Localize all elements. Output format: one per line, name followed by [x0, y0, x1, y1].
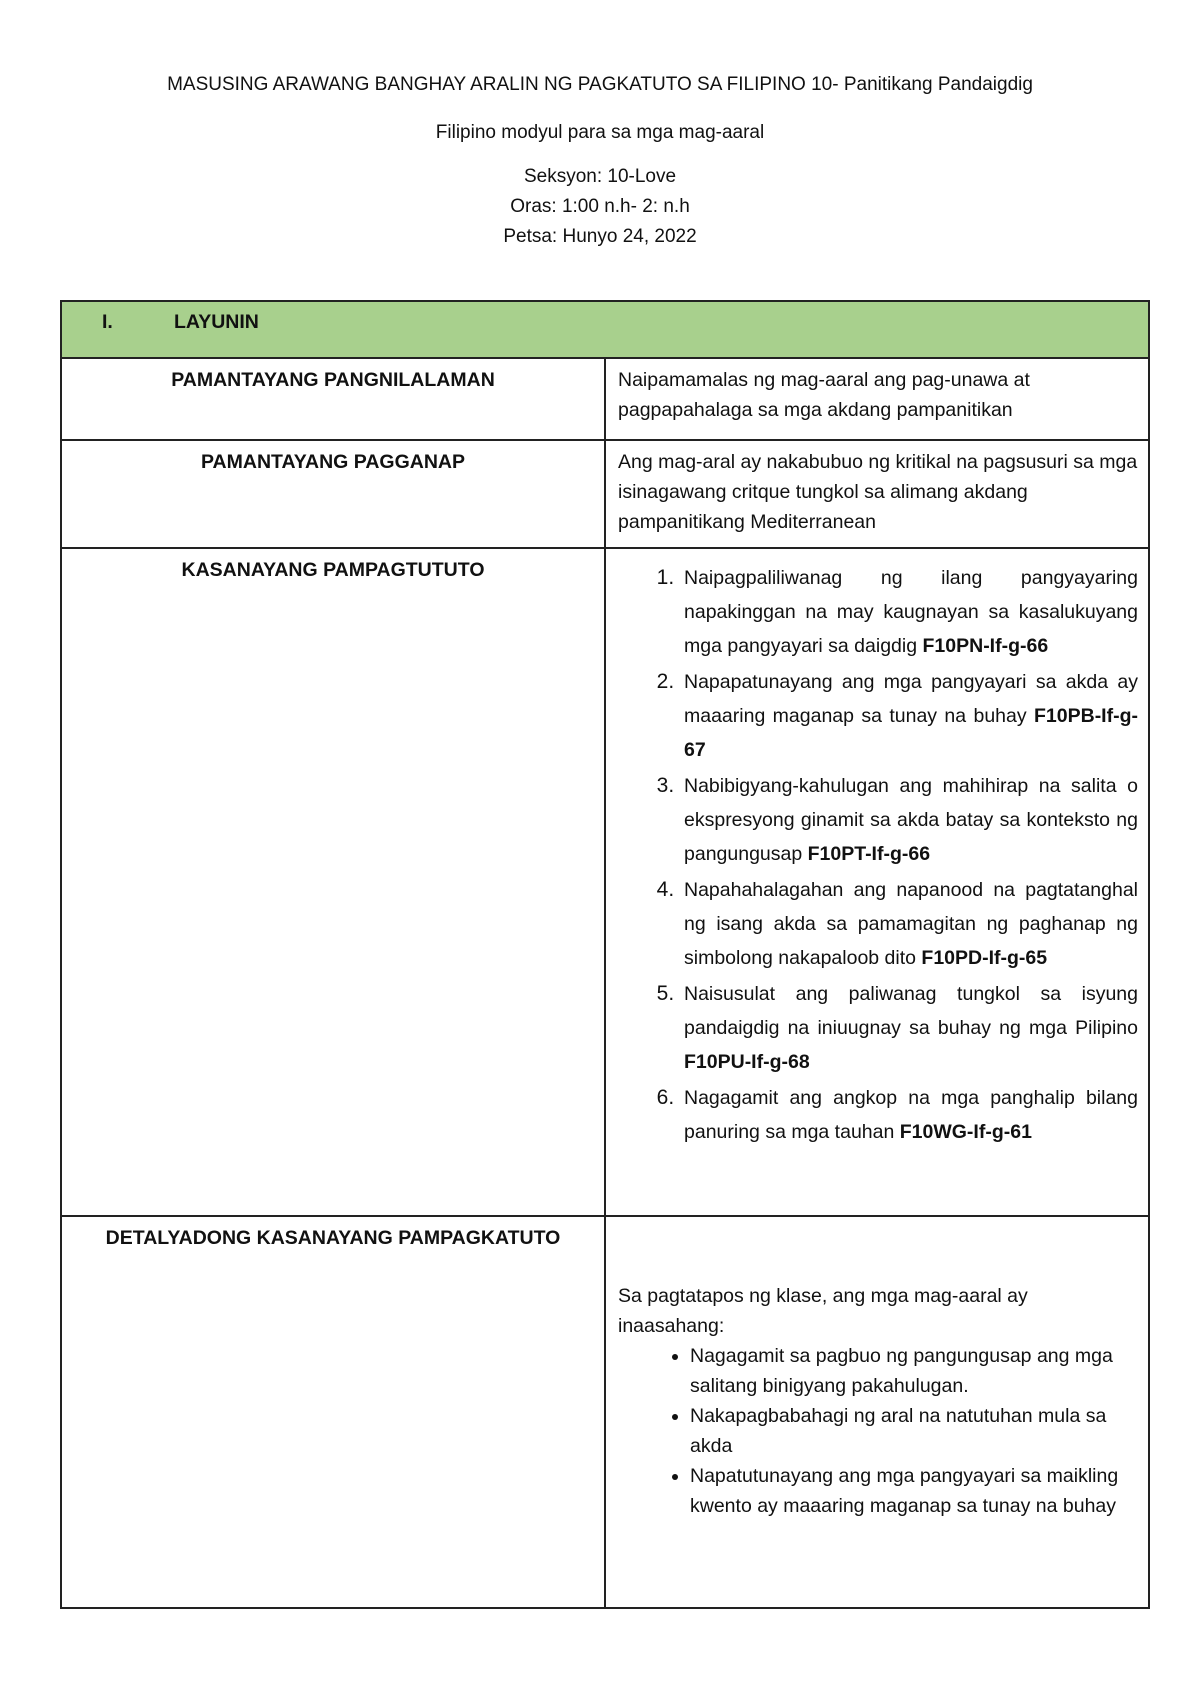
content-standard-row	[61, 358, 1149, 440]
detailed-competencies-row	[61, 1216, 1149, 1608]
competency-code: F10PD-If-g-65	[921, 947, 1048, 969]
section-number: I.	[102, 311, 113, 333]
competency-code: F10PB-If-g-67	[684, 705, 1138, 761]
competencies-label: KASANAYANG PAMPAGTUTUTO	[61, 548, 605, 1216]
competency-code: F10PT-If-g-66	[807, 843, 931, 865]
document-header	[0, 70, 1200, 252]
content-standard-value: Naipamamalas ng mag-aaral ang pag-unawa at pagpapahalaga sa mga akdang pampanitikan	[605, 358, 1149, 440]
time-info: Oras: 1:00 n.h- 2: n.h	[510, 196, 690, 217]
competency-item	[680, 561, 1138, 663]
objectives-table	[60, 300, 1150, 1609]
objective-item: • Napatutunayang ang mga pangyayari sa maikling kwento ay maaaring maganap sa tunay na buhay	[690, 1461, 1138, 1521]
competency-item	[680, 873, 1138, 975]
performance-standard-row	[61, 440, 1149, 548]
detailed-competencies-label: DETALYADONG KASANAYANG PAMPAGKATUTO	[61, 1216, 605, 1608]
competencies-row	[61, 548, 1149, 1216]
competency-item	[680, 977, 1138, 1079]
objective-item: • Nagagamit sa pagbuo ng pangungusap ang mga salitang binigyang pakahulugan.	[690, 1341, 1138, 1401]
content-standard-label: PAMANTAYANG PANGNILALAMAN	[61, 358, 605, 440]
competency-text: Napapatunayang ang mga pangyayari sa akda ay maaaring maganap sa tunay na buhay	[684, 671, 1138, 727]
competency-item	[680, 665, 1138, 767]
section-info: Seksyon: 10-Love	[523, 166, 677, 187]
section-header	[61, 301, 1149, 358]
competency-item	[680, 769, 1138, 871]
document-subtitle: Filipino modyul para sa mga mag-aaral	[435, 122, 765, 143]
objectives-list	[618, 1341, 1138, 1521]
performance-standard-label: PAMANTAYANG PAGGANAP	[61, 440, 605, 548]
competency-text: Nagagamit ang angkop na mga panghalip bilang panuring sa mga tauhan	[684, 1087, 1138, 1143]
date-info: Petsa: Hunyo 24, 2022	[503, 226, 697, 247]
competencies-list	[618, 561, 1138, 1149]
competency-text: Naipagpaliliwanag ng ilang pangyayaring napakinggan na may kaugnayan sa kasalukuyang mga pangyayari sa daigdig	[684, 567, 1138, 657]
competency-text: Nabibigyang-kahulugan ang mahihirap na salita o ekspresyong ginamit sa akda batay sa konteksto ng pangungusap	[684, 775, 1138, 865]
objective-item: • Nakapagbabahagi ng aral na natutuhan mula sa akda	[690, 1401, 1138, 1461]
competency-code: F10WG-If-g-61	[899, 1121, 1032, 1143]
section-title: LAYUNIN	[174, 311, 259, 333]
competency-text: Napahahalagahan ang napanood na pagtatanghal ng isang akda sa pamamagitan ng paghanap ng simbolong nakapaloob dito	[684, 879, 1138, 969]
document-title: MASUSING ARAWANG BANGHAY ARALIN NG PAGKATUTO SA FILIPINO 10- Panitikang Pandaigdig	[167, 74, 1033, 95]
objectives-intro: Sa pagtatapos ng klase, ang mga mag-aaral ay inaasahang:	[618, 1285, 1028, 1337]
competency-text: Naisusulat ang paliwanag tungkol sa isyung pandaigdig na iniuugnay sa buhay ng mga Pilipino	[684, 983, 1138, 1039]
competency-item	[680, 1081, 1138, 1149]
competency-code: F10PN-If-g-66	[922, 635, 1049, 657]
competency-code: F10PU-If-g-68	[684, 1051, 810, 1073]
performance-standard-value: Ang mag-aral ay nakabubuo ng kritikal na pagsusuri sa mga isinagawang critque tungkol sa alimang akdang pampanitikang Mediterranean	[605, 440, 1149, 548]
